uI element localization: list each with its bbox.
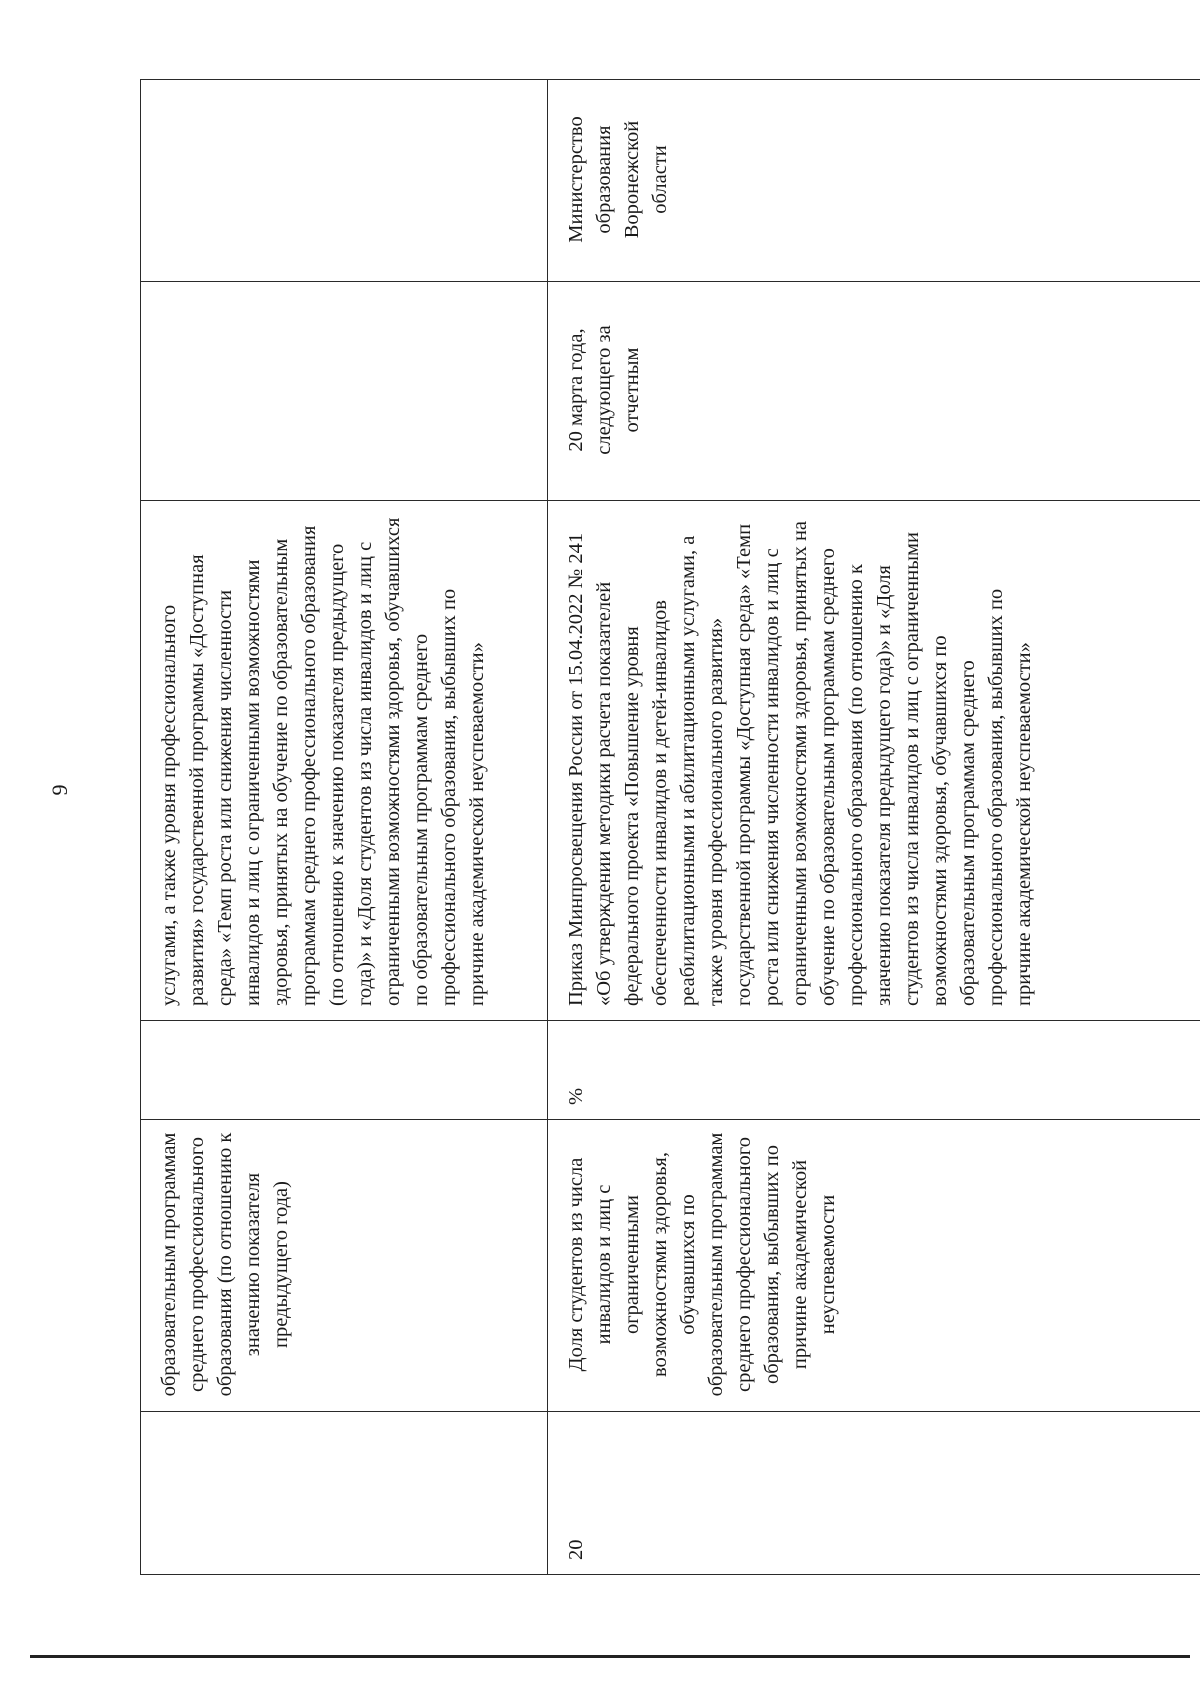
cell-method: Приказ Минпросвещения России от 15.04.2022 № 241 «Об утверждении методики расчета показателей федерального проекта «Повышение уровня обеспеченности инвалидов и детей-инвалидов реабилитационными и абилитационными услугами, а также уровня профессионального развития» государственной программы «Доступная среда» «Темп роста или снижения численности инвалидов и лиц с ограниченными возможностями здоровья, принятых на обучение по образовательным программам среднего профессионального образования (по отношению к значению показателя предыдущего года)» и «Доля студентов из числа инвалидов и лиц с ограниченными возможностями здоровья, обучавшихся по образовательным программам среднего профессионального образования, выбывших по причине академической неуспеваемости» bbox=[548, 501, 1200, 1021]
table-row-20 bbox=[548, 80, 1200, 1575]
cell-indicator-name: образовательным программам среднего профессионального образования (по отношению к значению показателя предыдущего года) bbox=[141, 1120, 548, 1412]
bottom-rule bbox=[30, 1655, 1190, 1658]
cell-unit: % bbox=[548, 1021, 1200, 1120]
cell-indicator-name: Доля студентов из числа инвалидов и лиц с ограниченными возможностями здоровья, обучавшихся по образовательным программам среднего профессионального образования, выбывших по причине академической неуспеваемости bbox=[548, 1120, 1200, 1412]
page-number: 9 bbox=[47, 784, 72, 796]
cell-deadline: 20 марта года, следующего за отчетным bbox=[548, 282, 1200, 501]
cell-number: 20 bbox=[548, 1412, 1200, 1575]
cell-unit bbox=[141, 1021, 548, 1120]
cell-deadline bbox=[141, 282, 548, 501]
cell-method: услугами, а также уровня профессионального развития» государственной программы «Доступная среда» «Темп роста или снижения численности инвалидов и лиц с ограниченными возможностями здоровья, принятых на обучение по образовательным программам среднего профессионального образования (по отношению к значению показателя предыдущего года)» и «Доля студентов из числа инвалидов и лиц с ограниченными возможностями здоровья, обучавшихся по образовательным программам среднего профессионального образования, выбывших по причине академической неуспеваемости» bbox=[141, 501, 548, 1021]
cell-responsible bbox=[141, 80, 548, 282]
table-row-continuation bbox=[141, 80, 548, 1575]
indicator-table bbox=[140, 79, 1200, 1575]
cell-responsible: Министерство образования Воронежской области bbox=[548, 80, 1200, 282]
cell-number bbox=[141, 1412, 548, 1575]
rotated-table-container bbox=[140, 80, 1200, 1575]
